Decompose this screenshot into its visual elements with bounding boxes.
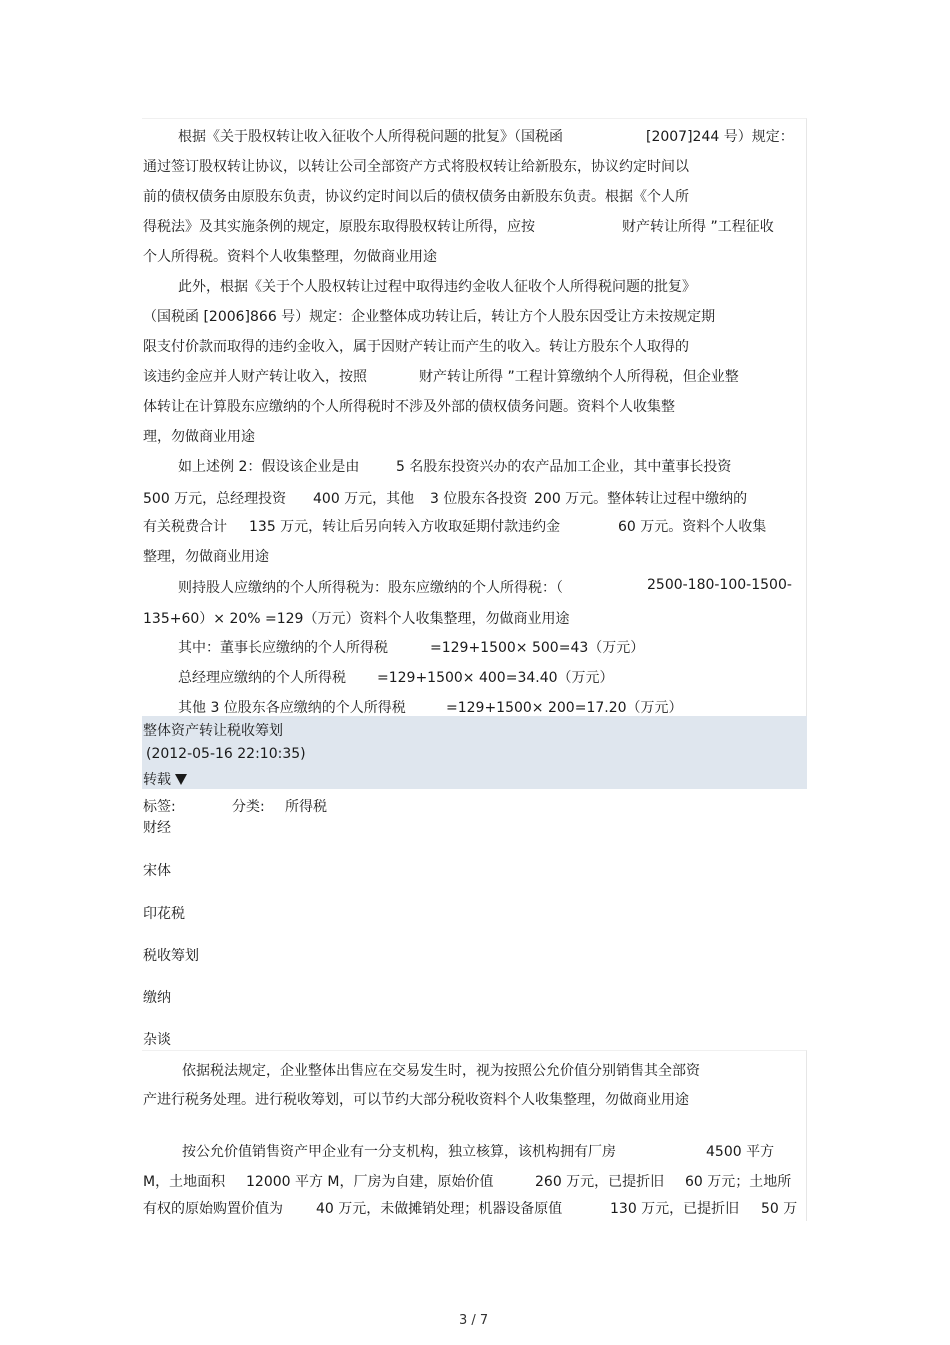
tags-label: 标签: — [143, 799, 176, 815]
s2-line-5-seg-3: 130 万元，已提折旧 — [610, 1201, 740, 1217]
s1-line-18-seg-2: =129+1500× 500=43（万元） — [430, 640, 645, 656]
s1-line-13-seg-3: 3 位股东各投资 — [430, 491, 528, 507]
s1-line-17-seg-1: 135+60）× 20% =129（万元）资料个人收集整理，勿做商业用途 — [143, 611, 570, 627]
category-link[interactable]: 所得税 — [285, 799, 327, 815]
s1-line-14-seg-2: 135 万元，转让后另向转入方收取延期付款违约金 — [249, 519, 561, 535]
s1-line-2-seg-1: 通过签订股权转让协议，以转让公司全部资产方式将股权转让给新股东，协议约定时间以 — [143, 159, 689, 175]
s1-line-14-seg-1: 有关税费合计 — [143, 519, 227, 535]
s2-line-1-seg-1: 依据税法规定，企业整体出售应在交易发生时，视为按照公允价值分别销售其全部资 — [182, 1063, 700, 1079]
s2-line-5-seg-1: 有权的原始购置价值为 — [143, 1201, 283, 1217]
s1-line-15-seg-1: 整理，勿做商业用途 — [143, 549, 269, 565]
s1-line-20-seg-2: =129+1500× 200=17.20（万元） — [446, 700, 683, 716]
s1-line-5-seg-1: 个人所得税。资料个人收集整理，勿做商业用途 — [143, 249, 437, 265]
s1-line-13-seg-1: 500 万元，总经理投资 — [143, 491, 287, 507]
article-timestamp: (2012-05-16 22:10:35) — [146, 746, 306, 762]
s2-line-4-seg-2: 12000 平方 M，厂房为自建，原始价值 — [246, 1174, 494, 1190]
s1-line-12-seg-1: 如上述例 2：假设该企业是由 — [178, 459, 360, 475]
category-label: 分类: — [232, 799, 265, 815]
s1-line-14-seg-3: 60 万元。资料个人收集 — [618, 519, 767, 535]
s1-line-16-seg-2: 2500-180-100-1500- — [647, 577, 792, 593]
repost-label: 转载 — [143, 772, 171, 788]
s2-line-5-seg-4: 50 万 — [761, 1201, 798, 1217]
article-title[interactable]: 整体资产转让税收筹划 — [143, 723, 283, 739]
page-number: 3 / 7 — [459, 1313, 489, 1328]
s1-line-1-seg-1: 根据《关于股权转让收入征收个人所得税问题的批复》（国税函 — [178, 129, 563, 145]
s1-line-13-seg-2: 400 万元，其他 — [313, 491, 415, 507]
s1-line-19-seg-1: 总经理应缴纳的个人所得税 — [178, 670, 346, 686]
s1-line-10-seg-1: 体转让在计算股东应缴纳的个人所得税时不涉及外部的债权债务问题。资料个人收集整 — [143, 399, 675, 415]
s1-line-9-seg-2: 财产转让所得 ”工程计算缴纳个人所得税，但企业整 — [419, 369, 739, 385]
s1-line-19-seg-2: =129+1500× 400=34.40（万元） — [377, 670, 614, 686]
s1-line-1-seg-2: [2007]244 号）规定： — [646, 129, 794, 145]
tag-link[interactable]: 缴纳 — [143, 990, 171, 1006]
s2-line-4-seg-4: 60 万元；土地所 — [685, 1174, 792, 1190]
s1-line-12-seg-2: 5 名股东投资兴办的农产品加工企业，其中董事长投资 — [396, 459, 732, 475]
s2-line-5-seg-2: 40 万元，未做摊销处理；机器设备原值 — [316, 1201, 563, 1217]
tag-link[interactable]: 财经 — [143, 820, 171, 836]
tag-link[interactable]: 杂谈 — [143, 1032, 171, 1048]
s1-line-3-seg-1: 前的债权债务由原股东负责，协议约定时间以后的债权债务由新股东负责。根据《个人所 — [143, 189, 689, 205]
s1-line-13-seg-4: 200 万元。整体转让过程中缴纳的 — [534, 491, 748, 507]
s1-line-8-seg-1: 限支付价款而取得的违约金收入，属于因财产转让而产生的收入。转让方股东个人取得的 — [143, 339, 689, 355]
tag-link[interactable]: 宋体 — [143, 863, 171, 879]
s1-line-9-seg-1: 该违约金应并人财产转让收入，按照 — [143, 369, 367, 385]
dropdown-triangle-icon — [175, 774, 187, 785]
s2-line-3-seg-2: 4500 平方 — [706, 1144, 775, 1160]
s1-line-18-seg-1: 其中：董事长应缴纳的个人所得税 — [178, 640, 388, 656]
s1-line-16-seg-1: 则持股人应缴纳的个人所得税为：股东应缴纳的个人所得税：（ — [178, 580, 563, 596]
s1-line-7-seg-1: （国税函 [2006]866 号）规定：企业整体成功转让后，转让方个人股东因受让方未按规定期 — [143, 309, 716, 325]
s2-line-3-seg-1: 按公允价值销售资产甲企业有一分支机构，独立核算，该机构拥有厂房 — [182, 1144, 616, 1160]
s2-line-4-seg-1: M，土地面积 — [143, 1174, 226, 1190]
tag-link[interactable]: 印花税 — [143, 906, 185, 922]
tag-link[interactable]: 税收筹划 — [143, 948, 199, 964]
s1-line-4-seg-1: 得税法》及其实施条例的规定，原股东取得股权转让所得，应按 — [143, 219, 535, 235]
s2-line-4-seg-3: 260 万元，已提折旧 — [535, 1174, 665, 1190]
s1-line-6-seg-1: 此外，根据《关于个人股权转让过程中取得违约金收人征收个人所得税问题的批复》 — [178, 279, 696, 295]
repost-button[interactable] — [143, 769, 187, 789]
s1-line-4-seg-2: 财产转让所得 ”工程征收 — [622, 219, 774, 235]
s1-line-11-seg-1: 理，勿做商业用途 — [143, 429, 255, 445]
s1-line-20-seg-1: 其他 3 位股东各应缴纳的个人所得税 — [178, 700, 406, 716]
s2-line-2-seg-1: 产进行税务处理。进行税收筹划，可以节约大部分税收资料个人收集整理，勿做商业用途 — [143, 1092, 689, 1108]
